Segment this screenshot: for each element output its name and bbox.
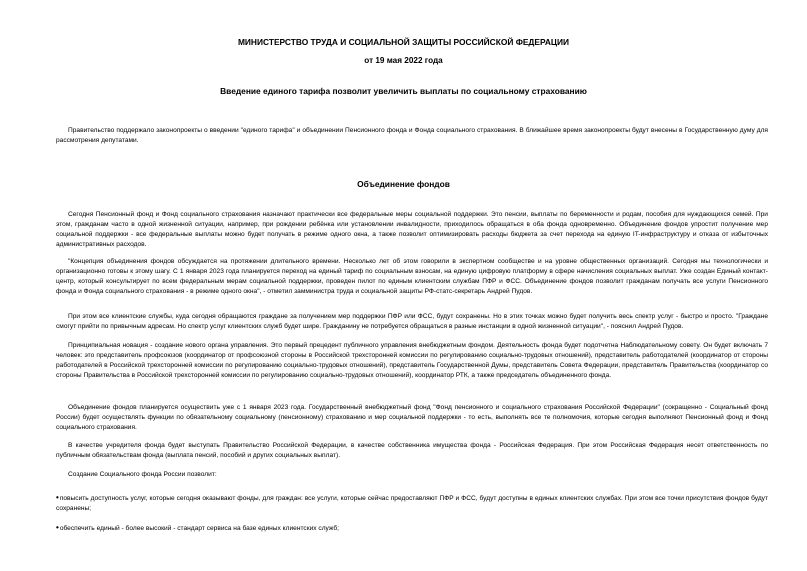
intro-paragraph: Правительство поддержало законопроекты о введении "единого тарифа" и объединении Пенсионного фонда и Фонда социального страхования. В ближайшее время законопроекты будут внесены в Государственную думу для рассмотрения депутатами. (56, 127, 768, 144)
paragraph-3: При этом все клиентские службы, куда сегодня обращаются граждане за получением мер поддержки ПФР или ФСС, будут сохранены. Но в этих точках можно будет получить весь спектр услуг - быстро и просто. "Граждане смогут прийти по привычным адресам. Но спектр услуг клиентских служб будет шире. Гражданину не потребуется обращаться в разные инстанции в одной жизненной ситуации", - пояснил Андрей Пудов. (56, 313, 768, 330)
paragraph-4: Принципиальная новация - создание нового органа управления. Это первый прецедент публичного управления внебюджетным фондом. Деятельность фонда будет подотчетна Наблюдательному совету. Он будет включать 7 человек: это представитель профсоюзов (координатор от профсоюзной стороны в Российской трехсторонней комиссии по регулированию социально-трудовых отношений), представитель работодателей (координатор от стороны работодателей в Российской трехсторонней комиссии по регулированию социально-трудовых отношений), представитель Государственной Думы, представитель Совета Федерации, представитель Правительства (координатор со стороны Правительства в Российской трехсторонней комиссии по регулированию социально-трудовых отношений), координатор РТК, а также председатель объединенного фонда. (56, 342, 768, 379)
paragraph-7: Создание Социального фонда России позволит: (68, 471, 217, 478)
ministry-title: МИНИСТЕРСТВО ТРУДА И СОЦИАЛЬНОЙ ЗАЩИТЫ РОССИЙСКОЙ ФЕДЕРАЦИИ (237, 37, 570, 47)
bullet-text: повысить доступность услуг, которые сегодня оказывают фонды, для граждан: все услуги, которые сейчас предоставляют ПФР и ФСС, будут доступны в единых клиентских службах. При этом все точки присутствия фондов будут сохранены; (56, 495, 768, 512)
bullet-icon: • (56, 493, 59, 502)
bullet-text: обеспечить единый - более высокий - стандарт сервиса на базе единых клиентских служб; (59, 525, 340, 532)
paragraph-5: Объединение фондов планируется осуществить уже с 1 января 2023 года. Государственный внебюджетный фонд "Фонд пенсионного и социального страхования Российской Федерации" (сокращенно - Социальный фонд России) будет осуществлять функции по обязательному социальному (пенсионному) страхованию и мер социальной поддержки - то есть, выполнять все те полномочия, которые сегодня выполняют Пенсионный фонд и Фонд социального страхования. (56, 404, 768, 431)
bullet-item-2 (56, 523, 768, 534)
paragraph-1: Сегодня Пенсионный фонд и Фонд социального страхования назначают практически все федеральные меры социальной поддержки. Это пенсии, выплаты по беременности и родам, пособия для нуждающихся семей. При этом, гражданам часто в одной жизненной ситуации, например, при рождении ребёнка или установлении инвалидности, приходилось обращаться в оба фонда одновременно. Объединение фондов упростит получение мер социальной поддержки - все федеральные выплаты можно будет получать в режиме одного окна, а также позволит оптимизировать расходы бюджета за счет перехода на единую IT-инфраструктуру и отказа от избыточных административных расходов. (56, 211, 768, 248)
section-title: Объединение фондов (357, 179, 450, 189)
release-date: от 19 мая 2022 года (364, 56, 443, 65)
paragraph-2: "Концепция объединения фондов обсуждается на протяжении длительного времени. Несколько лет об этом говорили в экспертном сообществе и на уровне общественных организаций. Сегодня мы технологически и организационно готовы к этому шагу. С 1 января 2023 года планируется переход на единый тариф по социальным взносам, на единую цифровую платформу в сфере начисления социальных выплат. Уже создан Единый контакт-центр, который консультирует по всем федеральным мерам социальной поддержки, проведен пилот по единым клиентским службам ПФР и ФСС. Объединение фондов позволит гражданам получать все услуги Пенсионного фонда и Фонда социального страхования - в режиме одного окна", - отметил замминистра труда и социальной защиты РФ-статс-секретарь Андрей Пудов. (56, 258, 768, 295)
headline: Введение единого тарифа позволит увеличить выплаты по социальному страхованию (220, 86, 587, 96)
bullet-icon: • (56, 523, 59, 532)
bullet-item-1 (56, 493, 768, 514)
paragraph-6: В качестве учредителя фонда будет выступать Правительство Российской Федерации, в качестве собственника имущества фонда - Российская Федерация. При этом Российская Федерация несет ответственность по публичным обязательствам фонда (выплата пенсий, пособий и других социальных выплат). (56, 442, 768, 459)
